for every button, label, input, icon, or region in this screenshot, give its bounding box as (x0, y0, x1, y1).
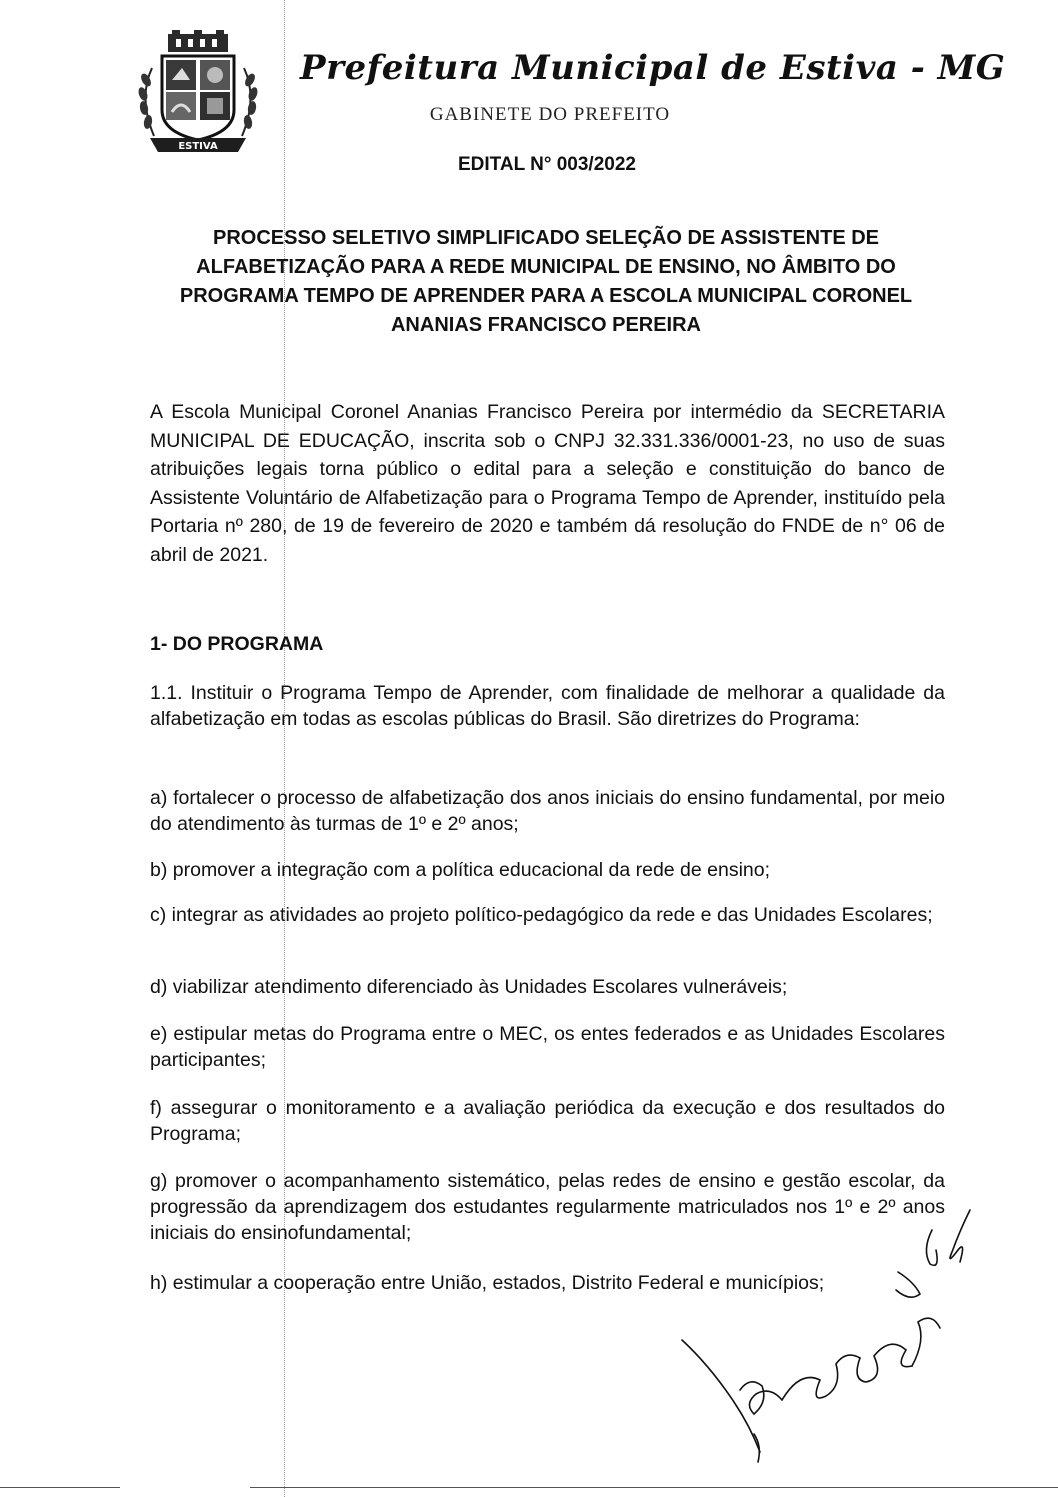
guideline-e: e) estipular metas do Programa entre o MEC, os entes federados e as Unidades Escolares participantes; (150, 1023, 945, 1071)
paragraph-1-1: 1.1. Instituir o Programa Tempo de Aprender, com finalidade de melhorar a qualidade da alfabetização em todas as escolas públicas do Brasil. São diretrizes do Programa: (150, 682, 945, 730)
header-subtitle: GABINETE DO PREFEITO (429, 104, 671, 125)
document-title-line: PROCESSO SELETIVO SIMPLIFICADO SELEÇÃO DE ASSISTENTE DE (212, 227, 879, 249)
guideline-h: h) estimular a cooperação entre União, estados, Distrito Federal e municípios; (150, 1272, 825, 1294)
document-title-line: ALFABETIZAÇÃO PARA A REDE MUNICIPAL DE ENSINO, NO ÂMBITO DO (196, 256, 896, 278)
document-title-line: PROGRAMA TEMPO DE APRENDER PARA A ESCOLA MUNICIPAL CORONEL (179, 285, 913, 307)
section-heading: 1- DO PROGRAMA (150, 633, 324, 655)
guideline-a: a) fortalecer o processo de alfabetização dos anos iniciais do ensino fundamental, por meio do atendimento às turmas de 1º e 2º anos; (150, 787, 945, 835)
intro-paragraph: A Escola Municipal Coronel Ananias Francisco Pereira por intermédio da SECRETARIA MUNICIPAL DE EDUCAÇÃO, inscrita sob o CNPJ 32.331.336/0001-23, no uso de suas atribuições legais torna público o edital para a seleção e constituição do banco de Assistente Voluntário de Alfabetização para o Programa Tempo de Aprender, instituído pela Portaria nº 280, de 19 de fevereiro de 2020 e também dá resolução do FNDE de n° 06 de abril de 2021. (150, 401, 945, 566)
document-title-line: ANANIAS FRANCISCO PEREIRA (390, 314, 702, 336)
edital-number: EDITAL N° 003/2022 (458, 154, 636, 175)
bottom-rule (0, 1487, 120, 1488)
municipal-coat-of-arms-icon (132, 28, 264, 156)
document-title (140, 224, 952, 340)
guideline-d: d) viabilizar atendimento diferenciado às Unidades Escolares vulneráveis; (150, 976, 788, 998)
guideline-f: f) assegurar o monitoramento e a avaliação periódica da execução e dos resultados do Programa; (150, 1097, 945, 1145)
handwritten-signature (670, 1190, 990, 1470)
bottom-rule (250, 1487, 1058, 1488)
header-title: Prefeitura Municipal de Estiva - MG (300, 48, 1006, 88)
crest-ribbon-label: ESTIVA (178, 141, 218, 152)
guideline-g: g) promover o acompanhamento sistemático, pelas redes de ensino e gestão escolar, da progressão da aprendizagem dos estudantes regularmente matriculados nos 1º e 2º anos iniciais do ensinofundamental; (150, 1170, 945, 1244)
guideline-c: c) integrar as atividades ao projeto político-pedagógico da rede e das Unidades Escolares; (150, 904, 933, 926)
guideline-b: b) promover a integração com a política educacional da rede de ensino; (150, 859, 771, 881)
